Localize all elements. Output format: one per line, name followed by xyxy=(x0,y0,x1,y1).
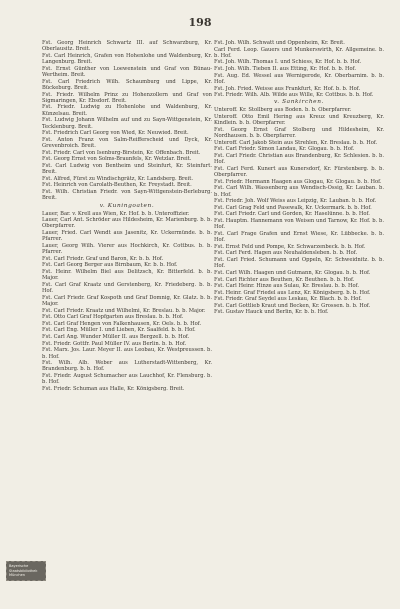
list-entry: Fst. Otto Carl Graf Hopfgarten aus Breslau. b. b. Hof. xyxy=(42,314,184,321)
list-entry: Fst. Carl Graf Kraatz und Gerstenberg, Kr. Friedeberg. b. b. Hof. xyxy=(42,281,212,295)
left-column xyxy=(42,40,212,595)
list-entry: Fst. Carl Friedr. Graf und Baron, Kr. b. b. Hof. xyxy=(42,255,164,262)
list-entry: Fst. Ernst Feld und Pompe, Kr. Schwarzenbeck. b. b. Hof. xyxy=(214,243,366,250)
list-entry: Unteroff. Kr. Stollberg aus Boden. b. b. Oberpfarrer. xyxy=(214,107,352,114)
list-entry: Fst. Carl Richter aus Beuthen, Kr. Beuthen. b. b. Hof. xyxy=(214,276,355,283)
list-entry: Fst. Carl Ferd. Hagen aus Neuhaldensleben. b. b. Hof. xyxy=(214,250,358,257)
list-entry: Fst. Carl Friedrich Wilh. Schaumburg und Lippe, Kr. Bückeburg. Breit. xyxy=(42,78,212,91)
list-entry: Fst. Carl Heinrich, Grafen von Hohenlohe und Waldenburg, Kr. Langenburg. Breit. xyxy=(42,52,212,66)
list-entry: Fst. Georg Ernst Graf Stolberg und Hildesheim, Kr. Nordhausen. b. b. Oberpfarrer. xyxy=(214,126,384,140)
library-stamp-line: Bayerische xyxy=(9,564,29,568)
list-entry: Fst. Heinrich von Carolath-Beuthen, Kr. Freystadt. Breit. xyxy=(42,182,192,189)
list-entry: Fst. Carl Ferd. Kunert aus Kunersdorf, Kr. Fürstenberg. b. b. Oberpfarrer. xyxy=(214,165,384,179)
list-entry: Fst. Carl Georg Berger aus Birnbaum, Kr. b. b. Hof. xyxy=(42,262,178,269)
list-entry: Fst. Carl Wilh. Haagen und Gutmann, Kr. Glogau. b. b. Hof. xyxy=(214,269,371,276)
list-entry: Fst. Joh. Wilh. Thomas I. und Schiess, Kr. Hof. b. b. Hof. xyxy=(214,59,362,66)
page-number: 198 xyxy=(188,16,212,29)
list-entry: Fst. Friedr. Wilh. Alb. Wilde aus Wille, Kr. Cottbus. b. b. Hof. xyxy=(214,92,374,99)
list-entry: Lauer, Georg Wilh. Vierer aus Hochkirch, Kr. Cottbus. b. b. Pfarrer. xyxy=(42,242,212,256)
library-stamp xyxy=(6,561,46,581)
list-entry: Fst. Friedr. Carl von Isenburg-Birstein, Kr. Offenbach. Breit. xyxy=(42,149,201,156)
list-entry: Fst. Wilh. Christian Friedr. von Sayn-Wittgenstein-Berleburg. Breit. xyxy=(42,188,212,202)
list-entry: Fst. Georg Ernst von Solms-Braunfels, Kr. Wetzlar. Breit. xyxy=(42,156,192,163)
right-column xyxy=(214,40,384,595)
list-entry: Carl Ferd. Leop. Gauers und Munkerswirth, Kr. Allgemeine. b. b. Hof. xyxy=(214,46,384,59)
list-entry: Fst. Carl Grag Feld und Pasewalk, Kr. Uckermark. b. b. Hof. xyxy=(214,204,372,211)
list-entry: Fst. Friedr. August Schumacher aus Lauchhof, Kr. Flensburg. b. b. Hof. xyxy=(42,373,212,386)
list-entry: Fst. Joh. Fried. Weisse aus Frankfurt, Kr. Hof. b. b. Hof. xyxy=(214,85,361,92)
list-entry: Fst. Carl Wilh. Wassenberg aus Wendisch-Ossig, Kr. Lauban. b. b. Hof. xyxy=(214,185,384,198)
list-entry: Unteroff. Otto Emil Hering aus Kreuz und Kreuzberg, Kr. Kindlein. b. b. Oberpfarrer. xyxy=(214,114,384,127)
list-entry: Fst. Friedrich Carl Georg von Wied, Kr. Neuwied. Breit. xyxy=(42,130,189,137)
list-entry: Fst. Carl Ang. Wunder Müller II. aus Bergzell. b. b. Hof. xyxy=(42,334,190,341)
list-entry: Fst. Carl Friedr. Christian aus Brandenburg, Kr. Schlesien. b. b. Hof. xyxy=(214,153,384,166)
list-entry: Fst. Aug. Ed. Wessel aus Wernigerode, Kr. Oberbarnim. b. b. Hof. xyxy=(214,72,384,85)
library-stamp-line: München xyxy=(9,573,25,577)
list-entry: Fst. Ernst Günther von Loewenstein und Graf von Bünau-Wertheim. Breit. xyxy=(42,65,212,79)
list-entry: Fst. Friedr. Graf Seydel aus Leskau, Kr. Blach. b. b. Hof. xyxy=(214,296,362,303)
list-entry: Fst. Carl Frage Grafen und Ernst Wiese, Kr. Lübbecke. b. b. Hof. xyxy=(214,230,384,244)
list-entry: Unteroff. Carl Jakob Stein aus Strehlen, Kr. Breslau. b. b. Hof. xyxy=(214,139,378,146)
list-entry: Lauer, Fried. Carl Wendt aus Jasenitz, Kr. Uckermünde. b. b. Pfarrer. xyxy=(42,230,212,243)
list-entry: Fst. Friedr. Schuman aus Halle, Kr. Königsberg. Breit. xyxy=(42,385,185,392)
list-entry: Lauer, Carl Ant. Schröder aus Hildesheim, Kr. Marienburg. b. b. Oberpfarrer. xyxy=(42,217,212,230)
list-entry: Fst. Joh. Wilh. Tieben II. aus Etting, Kr. Hof. b. b. Hof. xyxy=(214,66,356,73)
list-entry: Fst. Gustav Hauck und Berlin, Kr. b. b. Hof. xyxy=(214,309,329,316)
list-entry: Fst. Carl Friedr. Graf Kospoth und Graf Domnig, Kr. Glatz. b. b. Major. xyxy=(42,294,212,308)
list-entry: Fst. Alfred, Fürst zu Windischgrätz, Kr. Landsberg. Breit. xyxy=(42,175,194,182)
list-entry: Fst. Georg Heinrich Schwartz III. auf Schwarzburg, Kr. Oberlausitz. Breit. xyxy=(42,40,212,53)
library-stamp-line: Staatsbibliothek xyxy=(9,568,38,573)
list-entry: Fst. Marx. Jos. Laur. Meyer II. aus Leobau, Kr. Westpreussen. b. b. Hof. xyxy=(42,347,212,360)
list-entry: Fst. Carl Eng. Müller I. und Lieben, Kr. Saalfeld. b. b. Hof. xyxy=(42,327,196,334)
list-entry: Fst. Hauptm. Hannemann von Weisen und Tarnow, Kr. Hof. b. b. Hof. xyxy=(214,218,384,231)
list-entry: Fst. Wilh. Alb. Weber aus Lutherstadt-Wittenberg, Kr. Brandenburg. b. b. Hof. xyxy=(42,360,212,373)
list-entry: Fst. Joh. Wilh. Schwatt und Oppenheim, Kr. Breit. xyxy=(214,40,345,46)
list-entry: Fst. Carl Ludwig von Bentheim und Steinfurt, Kr. Steinfurt. Breit. xyxy=(42,162,212,176)
list-entry: Fst. Carl Friedr. Simon Landau, Kr. Glogau. b. b. Hof. xyxy=(214,146,355,153)
list-entry: Fst. Carl Graf Hengen von Falkenhausen, Kr. Oels. b. b. Hof. xyxy=(42,320,202,327)
section-heading: v. Sankirchen. xyxy=(274,99,324,106)
list-entry: Fst. Friedr. Joh. Wolf Weiss aus Leipzig, Kr. Lauban. b. b. Hof. xyxy=(214,198,377,205)
list-entry: Fst. Friedr. Gottfr. Paul Müller IV. aus Berlin. b. b. Hof. xyxy=(42,340,187,347)
list-entry: Fst. Carl Friedr. Carl und Gorden, Kr. Haselünne. b. b. Hof. xyxy=(214,211,370,218)
list-entry: Fst. Carl Fried. Schumann und Oppeln, Kr. Schweidnitz. b. b. Hof. xyxy=(214,257,384,270)
list-entry: Fst. Heinr. Wilhelm Biel aus Delitzsch, Kr. Bitterfeld. b. b. Major. xyxy=(42,269,212,282)
list-entry: Fst. Anton Franz von Salm-Reifferscheid und Dyck, Kr. Grevenbroich. Breit. xyxy=(42,136,212,150)
list-entry: Fst. Friedr. Wilhelm Prinz zu Hohenzollern und Graf von Sigmaringen, Kr. Ebsdorf. Breit. xyxy=(42,91,212,104)
list-entry: Fst. Friedr. Ludwig zu Hohenlohe und Waldenburg, Kr. Künzelsau. Breit. xyxy=(42,104,212,117)
section-heading: v. Kuningoaten. xyxy=(99,202,155,209)
list-entry: Fst. Carl Heinr. Hinze aus Sulau, Kr. Breslau. b. b. Hof. xyxy=(214,283,360,290)
list-entry: Fst. Ludwig Johann Wilhelm auf und zu Sayn-Wittgenstein, Kr. Tecklenburg. Breit. xyxy=(42,117,212,130)
list-entry: Lauer, Bar. v. Krell aus Wien, Kr. Hof. b. b. Unteroffizier. xyxy=(42,210,190,217)
list-entry: Fst. Carl Friedr. Kraatz und Wilhelmi, Kr. Breslau. b. b. Major. xyxy=(42,307,206,314)
list-entry: Fst. Carl Gottlieb Kraut und Becken, Kr. Grossen. b. b. Hof. xyxy=(214,302,371,309)
list-entry: Fst. Friedr. Hermann Haagen aus Glogau, Kr. Glogau. b. b. Hof. xyxy=(214,178,382,185)
list-entry: Fst. Heinr. Graf Friedel aus Lenz, Kr. Königsberg. b. b. Hof. xyxy=(214,289,371,296)
